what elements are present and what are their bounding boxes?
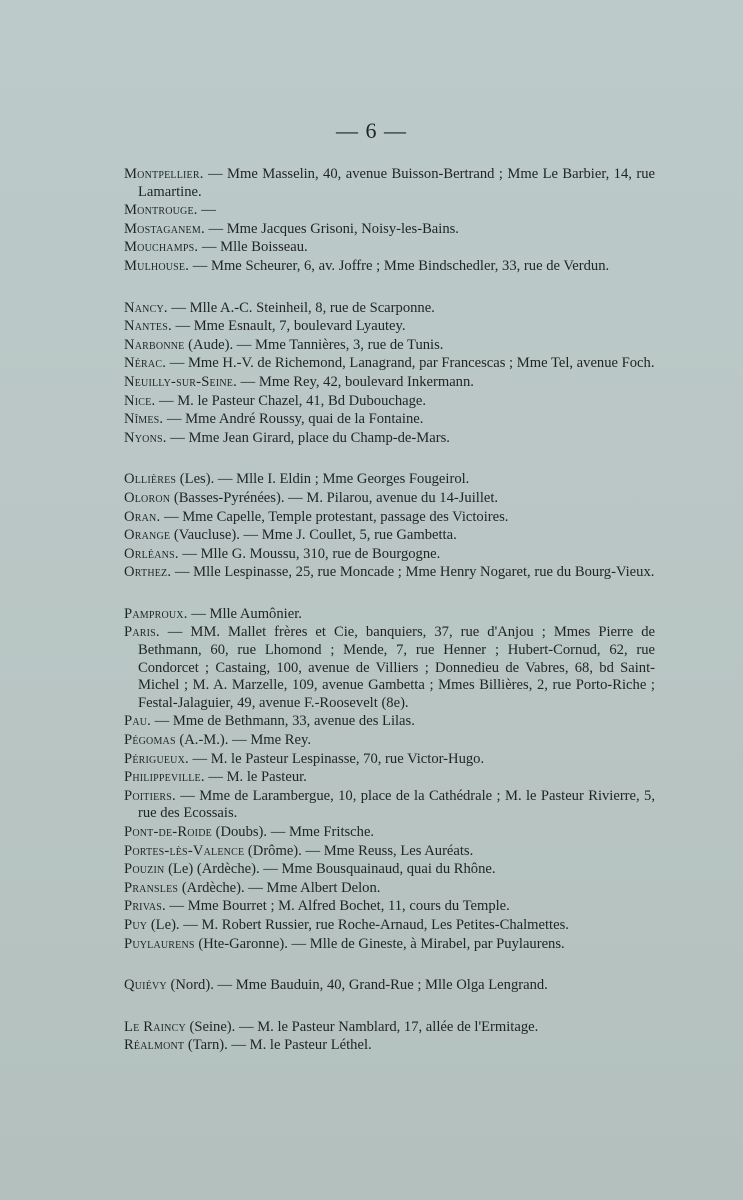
entry-text: (Hte-Garonne). — Mlle de Gineste, à Mirabel, par Puylaurens. [194, 935, 565, 952]
place-name: Montrouge. [124, 202, 198, 219]
directory-group [124, 166, 655, 276]
entry-text: — Mlle G. Moussu, 310, rue de Bourgogne. [178, 545, 441, 562]
entry-text: — Mme Esnault, 7, boulevard Lyautey. [171, 318, 406, 335]
directory-entry [124, 769, 655, 787]
place-name: Nantes. [124, 318, 172, 335]
place-name: Nîmes. [124, 411, 164, 428]
place-name: Oran. [124, 508, 161, 525]
directory-entry [124, 861, 655, 879]
entry-text: — Mlle Boisseau. [198, 239, 308, 256]
entry-text: (Doubs). — Mme Fritsche. [211, 824, 375, 840]
directory-group [124, 1019, 655, 1055]
place-name: Orthez. [124, 564, 172, 581]
entry-text: — Mme André Roussy, quai de la Fontaine. [163, 411, 424, 428]
directory-entry [124, 202, 655, 220]
entry-text: (Basses-Pyrénées). — M. Pilarou, avenue du 14-Juillet. [170, 489, 499, 506]
place-name: Mouchamps. [124, 239, 199, 256]
directory-entry [124, 713, 655, 731]
place-name: Nyons. [124, 429, 167, 446]
page-number: — 6 — [336, 118, 407, 143]
directory-content [124, 166, 655, 1079]
entry-text: — Mme Masselin, 40, avenue Buisson-Bertrand ; Mme Le Barbier, 14, rue Lamartine. [138, 166, 655, 200]
place-name: Nice. [124, 392, 156, 409]
directory-entry [124, 751, 655, 769]
directory-entry [124, 977, 655, 995]
directory-entry [124, 430, 655, 448]
place-name: Oloron [124, 489, 171, 506]
place-name: Pont-de-Roide [124, 824, 212, 840]
place-name: Pouzin [124, 861, 165, 878]
entry-text: (Nord). — Mme Bauduin, 40, Grand-Rue ; Mlle Olga Lengrand. [166, 977, 548, 994]
directory-entry [124, 732, 655, 750]
directory-entry [124, 546, 655, 564]
place-name: Réalmont [124, 1037, 185, 1054]
entry-text: — Mme Rey, 42, boulevard Inkermann. [236, 373, 474, 390]
directory-entry [124, 393, 655, 411]
entry-text: — Mlle A.-C. Steinheil, 8, rue de Scarponne. [167, 299, 435, 316]
directory-entry [124, 355, 655, 373]
place-name: Pau. [124, 713, 152, 730]
directory-entry [124, 239, 655, 257]
entry-text: (Le) (Ardèche). — Mme Bousquainaud, quai du Rhône. [164, 861, 496, 878]
directory-entry [124, 527, 655, 545]
directory-group [124, 471, 655, 582]
directory-entry [124, 374, 655, 392]
directory-entry [124, 258, 655, 276]
directory-entry [124, 564, 655, 582]
place-name: Périgueux. [124, 750, 189, 767]
place-name: Philippeville. [124, 769, 205, 786]
place-name: Poitiers. [124, 787, 176, 804]
directory-entry [124, 411, 655, 429]
entry-text: (Seine). — M. le Pasteur Namblard, 17, allée de l'Ermitage. [185, 1018, 539, 1035]
entry-text: (Le). — M. Robert Russier, rue Roche-Arnaud, Les Petites-Chalmettes. [147, 916, 569, 933]
directory-entry [124, 490, 655, 508]
place-name: Privas. [124, 898, 166, 915]
directory-entry [124, 318, 655, 336]
directory-entry [124, 509, 655, 527]
directory-entry [124, 898, 655, 916]
directory-entry [124, 624, 655, 712]
place-name: Narbonne [124, 336, 185, 353]
directory-group [124, 606, 655, 953]
directory-entry [124, 917, 655, 935]
entry-text: — Mlle Lespinasse, 25, rue Moncade ; Mme Henry Nogaret, rue du Bourg-Vieux. [171, 564, 655, 581]
entry-text: (Aude). — Mme Tannières, 3, rue de Tunis. [184, 336, 444, 353]
directory-entry [124, 337, 655, 355]
place-name: Nérac. [124, 355, 167, 372]
place-name: Puy [124, 916, 148, 933]
directory-entry [124, 843, 655, 861]
entry-text: — Mme Scheurer, 6, av. Joffre ; Mme Bindschedler, 33, rue de Verdun. [189, 257, 610, 274]
entry-text: (Drôme). — Mme Reuss, Les Auréats. [244, 842, 474, 859]
entry-text: — Mme H.-V. de Richemond, Lanagrand, par Francescas ; Mme Tel, avenue Foch. [166, 355, 655, 372]
directory-group [124, 977, 655, 995]
directory-entry [124, 880, 655, 898]
entry-text: — M. le Pasteur Lespinasse, 70, rue Victor-Hugo. [188, 750, 485, 767]
entry-text: — [197, 202, 216, 219]
directory-entry [124, 166, 655, 201]
place-name: Nancy. [124, 299, 168, 316]
directory-entry [124, 221, 655, 239]
entry-text: — M. le Pasteur Chazel, 41, Bd Dubouchage. [155, 392, 427, 409]
directory-entry [124, 300, 655, 318]
entry-text: (Les). — Mlle I. Eldin ; Mme Georges Fougeirol. [176, 471, 470, 488]
entry-text: — Mme de Bethmann, 33, avenue des Lilas. [151, 713, 415, 730]
place-name: Mulhouse. [124, 257, 190, 274]
entry-text: (Tarn). — M. le Pasteur Léthel. [184, 1037, 372, 1054]
directory-entry [124, 936, 655, 954]
directory-entry [124, 788, 655, 823]
entry-text: — Mme Jean Girard, place du Champ-de-Mars. [166, 429, 450, 446]
place-name: Orléans. [124, 545, 179, 562]
place-name: Pransles [124, 879, 179, 896]
place-name: Le Raincy [124, 1018, 186, 1035]
place-name: Orange [124, 527, 171, 544]
place-name: Pégomas [124, 732, 176, 749]
directory-entry [124, 471, 655, 489]
entry-text: — Mme Bourret ; M. Alfred Bochet, 11, cours du Temple. [165, 898, 510, 915]
entry-text: — Mlle Aumônier. [187, 605, 302, 622]
entry-text: — MM. Mallet frères et Cie, banquiers, 37, rue d'Anjou ; Mmes Pierre de Bethmann, 60, rue Lhomond ; Mende, 7, rue Henner ; Hubert-Cornud, 62, rue Condorcet ; Castaing, 100, avenue de Villiers ; Donnedieu de Vabres, 68, bd Saint-Michel ; M. A. Marzelle, 109, avenue Gambetta ; Mmes Billières, 2, rue Porto-Riche ; Festal-Jalaguier, 49, avenue F.-Roosevelt (8e). [138, 624, 655, 711]
entry-text: (Ardèche). — Mme Albert Delon. [178, 879, 381, 896]
entry-text: — Mme de Larambergue, 10, place de la Cathédrale ; M. le Pasteur Rivierre, 5, rue des Ecossais. [138, 787, 655, 822]
directory-group [124, 300, 655, 448]
entry-text: — Mme Capelle, Temple protestant, passage des Victoires. [160, 508, 509, 525]
directory-entry [124, 1037, 655, 1055]
directory-entry [124, 606, 655, 624]
place-name: Puylaurens [124, 935, 195, 952]
directory-entry [124, 1019, 655, 1037]
entry-text: (A.-M.). — Mme Rey. [175, 732, 311, 749]
place-name: Quiévy [124, 977, 167, 994]
entry-text: — Mme Jacques Grisoni, Noisy-les-Bains. [204, 220, 459, 237]
directory-entry [124, 824, 655, 842]
entry-text: — M. le Pasteur. [204, 769, 307, 786]
place-name: Mostaganem. [124, 220, 205, 237]
place-name: Pamproux. [124, 605, 188, 622]
place-name: Portes-lès-Valence [124, 842, 245, 859]
place-name: Paris. [124, 624, 160, 641]
entry-text: (Vaucluse). — Mme J. Coullet, 5, rue Gambetta. [170, 527, 457, 544]
place-name: Montpellier. [124, 166, 204, 182]
place-name: Ollières [124, 471, 177, 488]
place-name: Neuilly-sur-Seine. [124, 373, 237, 390]
